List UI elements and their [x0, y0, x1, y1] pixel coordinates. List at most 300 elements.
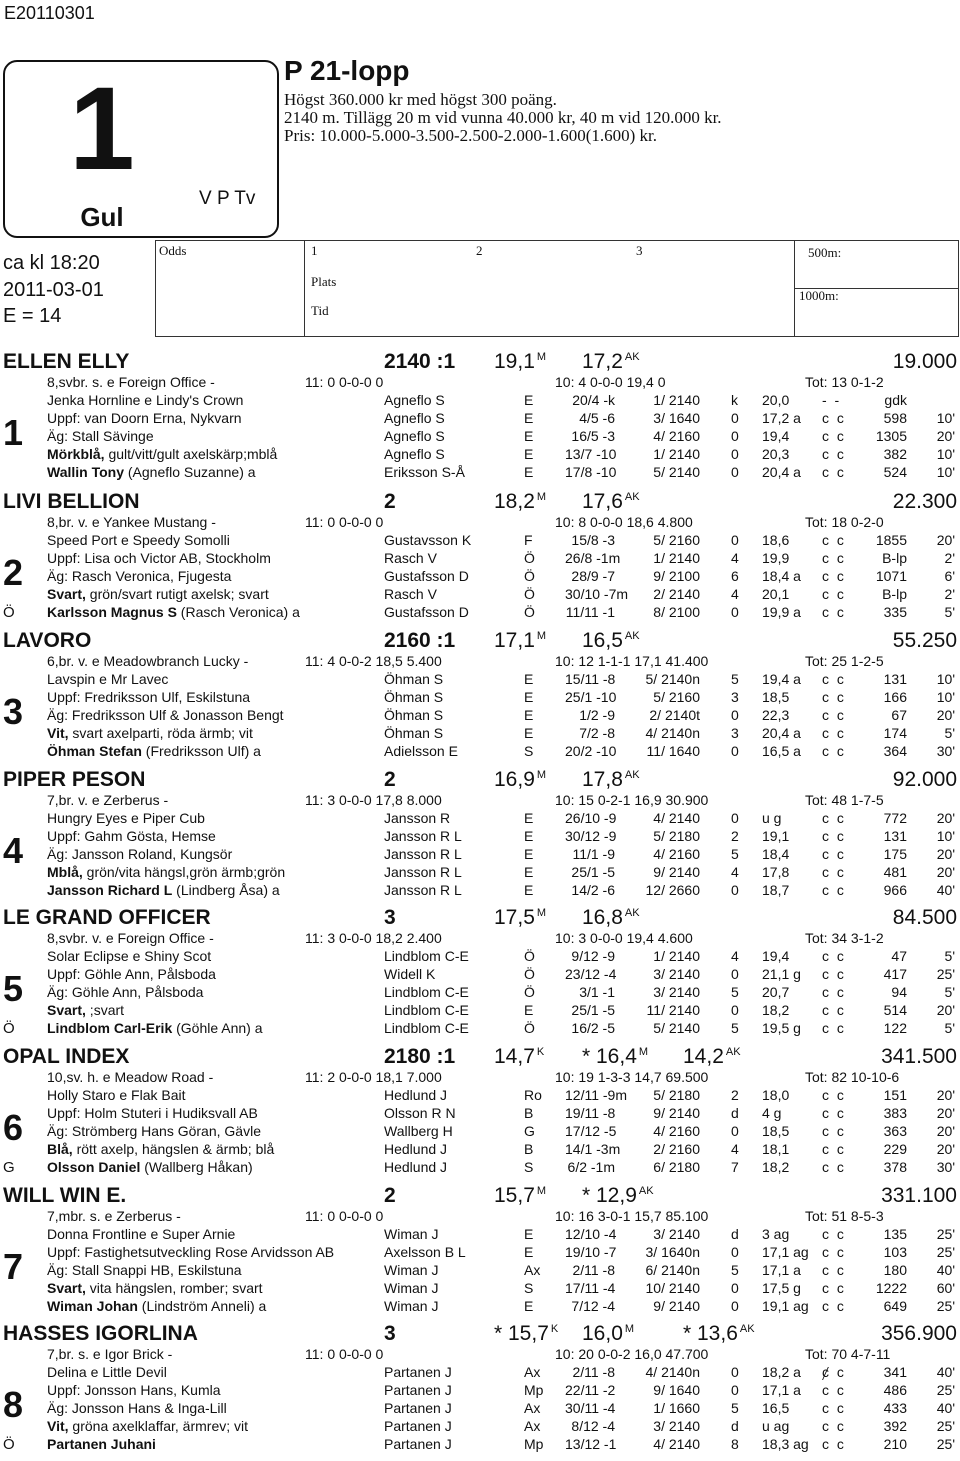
start-track: Ö	[524, 948, 535, 964]
race-date: 2011-03-01	[3, 279, 104, 301]
time-label: Tid	[311, 303, 329, 318]
horse-distance: 2	[384, 768, 396, 791]
start-placing: 5/ 2180	[653, 1087, 700, 1103]
pedigree: 7,br. v. e Zerberus -	[47, 792, 169, 808]
owner-line: Uppf: van Doorn Erna, Nykvarn	[47, 410, 242, 426]
record-1-type: M	[536, 351, 547, 363]
record-2-value: * 12,9	[582, 1184, 637, 1207]
trainer	[47, 743, 261, 759]
start-lane: 0	[731, 810, 739, 826]
silks-detail: grön/vita hängsl,grön ärmb;grön	[82, 864, 286, 880]
shoe-marker: Ö	[3, 604, 15, 621]
record-1	[494, 906, 546, 930]
start-distance: 20'	[936, 1123, 955, 1139]
start-lane: 2	[731, 1087, 739, 1103]
start-driver: Jansson R L	[384, 846, 462, 862]
start-odds: 67	[891, 707, 907, 723]
start-driver: Wiman J	[384, 1298, 439, 1314]
start-placing: 9/ 1640	[653, 1382, 700, 1398]
start-driver: Eriksson S-Å	[384, 464, 465, 480]
start-track: E	[524, 428, 534, 444]
start-odds: 131	[883, 671, 907, 687]
start-date: 11/1 -9	[572, 846, 615, 862]
prize-money: 341.500	[881, 1045, 957, 1068]
trainer-name: Partanen Juhani	[47, 1436, 156, 1452]
start-driver: Jansson R L	[384, 828, 462, 844]
start-odds: 335	[883, 604, 907, 620]
start-lane: 0	[731, 1280, 739, 1296]
owner-line: Uppf: Gahm Gösta, Hemse	[47, 828, 216, 844]
start-odds: 598	[883, 410, 907, 426]
start-date: 25/1 -5	[571, 864, 615, 880]
record-3	[683, 1045, 741, 1069]
start-distance: 20'	[936, 810, 955, 826]
start-shoe-info: c c	[822, 446, 846, 462]
horse-name: LAVORO	[3, 629, 92, 652]
silks-detail: ;svart	[85, 1002, 125, 1018]
start-placing: 3/ 2140	[653, 1226, 700, 1242]
start-driver: Olsson R N	[384, 1105, 456, 1121]
start-time: 18,4	[762, 846, 790, 862]
owner-line: Solar Eclipse e Shiny Scot	[47, 948, 212, 964]
horse-name: PIPER PESON	[3, 768, 146, 791]
start-number: 4	[3, 830, 24, 871]
record-2-type: AK	[624, 630, 640, 642]
start-shoe-info: c c	[822, 864, 846, 880]
start-placing: 10/ 2140	[645, 1280, 700, 1296]
record-1-type: K	[536, 1046, 545, 1058]
start-driver: Hedlund J	[384, 1141, 448, 1157]
start-time: 18,2	[762, 1159, 790, 1175]
start-lane: d	[731, 1418, 739, 1434]
start-lane: 0	[731, 882, 739, 898]
start-placing: 5/ 2140	[653, 1020, 700, 1036]
start-track: E	[524, 810, 534, 826]
record-3-type: AK	[725, 1046, 741, 1058]
start-odds: 103	[883, 1244, 907, 1260]
start-track: S	[524, 743, 534, 759]
start-date: 12/10 -4	[565, 1226, 617, 1242]
start-odds: 383	[883, 1105, 907, 1121]
trainer-note: (Lindberg Åsa) a	[172, 882, 280, 898]
record-1	[494, 1322, 558, 1346]
start-track: E	[524, 464, 534, 480]
start-odds: 131	[883, 828, 907, 844]
start-placing: 5/ 2160	[653, 532, 700, 548]
start-time: 19,9	[762, 550, 790, 566]
start-shoe-info: c c	[822, 1159, 846, 1175]
trainer	[47, 882, 280, 898]
start-distance: 20'	[936, 1105, 955, 1121]
start-lane: 5	[731, 1020, 739, 1036]
start-placing: 4/ 2140	[653, 1436, 700, 1452]
start-distance: 40'	[936, 1262, 955, 1278]
start-date: 20/2 -10	[565, 743, 617, 759]
start-shoe-info: c c	[822, 1400, 846, 1416]
horse-name: WILL WIN E.	[3, 1184, 127, 1207]
horse-name: HASSES IGORLINA	[3, 1322, 198, 1345]
start-driver: Agneflo S	[384, 428, 445, 444]
owner-line: Äg: Strömberg Hans Göran, Gävle	[47, 1123, 261, 1139]
silks-main: Svart,	[47, 586, 86, 602]
start-placing: 1/ 2140	[653, 550, 700, 566]
start-lane: 0	[731, 743, 739, 759]
silks-detail: gult/vitt/gult axelskärp;mblå	[104, 446, 278, 462]
start-track: G	[524, 1123, 535, 1139]
start-date: 11/11 -1	[565, 604, 615, 620]
start-distance: 10'	[936, 410, 955, 426]
start-lane: 5	[731, 1400, 739, 1416]
start-date: 17/11 -4	[565, 1280, 616, 1296]
start-lane: 0	[731, 410, 739, 426]
race-color: Gul	[80, 202, 124, 232]
start-odds: 135	[883, 1226, 907, 1242]
start-shoe-info: c c	[822, 846, 846, 862]
stats-total: Tot: 51 8-5-3	[805, 1208, 884, 1224]
start-date: 15/8 -3	[571, 532, 615, 548]
start-time: 3 ag	[762, 1226, 790, 1242]
record-1	[494, 490, 546, 514]
start-time: 18,0	[762, 1087, 790, 1103]
start-date: 30/12 -9	[565, 828, 617, 844]
start-odds: 210	[883, 1436, 907, 1452]
owner-line: Äg: Jonsson Hans & Inga-Lill	[47, 1400, 227, 1416]
start-date: 19/11 -8	[565, 1105, 616, 1121]
start-distance: 40'	[936, 1364, 955, 1380]
record-1-value: 17,5	[494, 906, 535, 929]
owner-line: Äg: Rasch Veronica, Fjugesta	[47, 568, 232, 584]
record-2-value: * 16,4	[582, 1045, 637, 1068]
record-3-type: AK	[739, 1323, 755, 1335]
500m-label: 500m:	[808, 245, 842, 260]
race-condition-1: Högst 360.000 kr med högst 300 poäng.	[284, 90, 557, 109]
start-date: 22/11 -2	[565, 1382, 616, 1398]
start-shoe-info: c c	[822, 882, 846, 898]
record-2	[582, 1045, 648, 1069]
start-distance: 20'	[936, 846, 955, 862]
start-distance: 20'	[936, 1002, 955, 1018]
start-placing: 6/ 2180	[653, 1159, 700, 1175]
trainer-name: Olsson Daniel	[47, 1159, 141, 1175]
start-shoe-info: c c	[822, 1418, 846, 1434]
start-time: 18,2	[762, 1002, 790, 1018]
start-lane: 0	[731, 532, 739, 548]
stats-total: Tot: 70 4-7-11	[805, 1346, 891, 1362]
start-shoe-info: c c	[822, 428, 846, 444]
record-1	[494, 768, 546, 792]
start-driver: Adielsson E	[384, 743, 458, 759]
start-track: E	[524, 1002, 534, 1018]
record-2	[582, 490, 640, 514]
pedigree: 7,mbr. s. e Zerberus -	[47, 1208, 181, 1224]
start-driver: Öhman S	[384, 725, 444, 741]
race-number: 1	[69, 63, 135, 195]
start-driver: Rasch V	[384, 550, 437, 566]
start-shoe-info: ȼ c	[822, 1364, 846, 1380]
stats-2010: 10: 4 0-0-0 19,4 0	[555, 374, 666, 390]
start-odds: 122	[883, 1020, 907, 1036]
start-time: u ag	[762, 1418, 790, 1434]
start-distance: 40'	[936, 882, 955, 898]
record-2-value: 16,0	[582, 1322, 623, 1345]
start-distance: 2'	[944, 550, 955, 566]
record-1-value: 16,9	[494, 768, 535, 791]
start-time: 18,3 ag	[762, 1436, 809, 1452]
start-lane: 0	[731, 1298, 739, 1314]
start-lane: 0	[731, 1364, 739, 1380]
start-distance: 10'	[936, 671, 955, 687]
silks-detail: svart axelparti, röda ärmb; vit	[68, 725, 253, 741]
start-shoe-info: c c	[822, 532, 846, 548]
record-1-type: M	[536, 1185, 547, 1197]
start-driver: Jansson R	[384, 810, 451, 826]
record-2	[582, 1322, 634, 1346]
start-placing: 9/ 2140	[653, 1105, 700, 1121]
start-date: 4/5 -6	[579, 410, 615, 426]
record-2	[582, 768, 640, 792]
start-driver: Lindblom C-E	[384, 1002, 469, 1018]
shoe-marker: G	[3, 1159, 15, 1176]
start-track: E	[524, 392, 534, 408]
start-driver: Lindblom C-E	[384, 948, 469, 964]
record-1-type: M	[536, 630, 547, 642]
start-driver: Hedlund J	[384, 1087, 448, 1103]
start-track: Ö	[524, 984, 535, 1000]
start-track: E	[524, 707, 534, 723]
start-placing: 5/ 2140n	[645, 671, 700, 687]
start-time: ca kl 18:20	[3, 252, 100, 274]
start-track: E	[524, 1298, 534, 1314]
start-lane: d	[731, 1226, 739, 1242]
stats-2011: 11: 0 0-0-0 0	[305, 514, 384, 530]
start-distance: 10'	[936, 689, 955, 705]
start-shoe-info: c c	[822, 1141, 846, 1157]
start-lane: 5	[731, 846, 739, 862]
place-3-label: 3	[636, 243, 643, 258]
start-shoe-info: c c	[822, 984, 846, 1000]
start-shoe-info: c c	[822, 1244, 846, 1260]
start-shoe-info: c c	[822, 1123, 846, 1139]
owner-line: Speed Port e Speedy Somolli	[47, 532, 230, 548]
pedigree: 7,br. s. e Igor Brick -	[47, 1346, 173, 1362]
start-driver: Gustavsson K	[384, 532, 472, 548]
record-3-value: * 13,6	[683, 1322, 738, 1345]
start-date: 20/4 -k	[572, 392, 615, 408]
record-2-type: M	[624, 1323, 635, 1335]
start-placing: 3/ 1640n	[645, 1244, 700, 1260]
start-placing: 2/ 2160	[653, 1141, 700, 1157]
start-lane: 5	[731, 671, 739, 687]
record-1-value: 15,7	[494, 1184, 535, 1207]
owner-line: Uppf: Jonsson Hans, Kumla	[47, 1382, 221, 1398]
trainer-note: (Wallberg Håkan)	[140, 1159, 253, 1175]
stats-2011: 11: 0 0-0-0 0	[305, 1346, 384, 1362]
record-1-type: M	[536, 491, 547, 503]
start-shoe-info: c c	[822, 586, 846, 602]
race-title: P 21-lopp	[284, 55, 410, 86]
start-lane: d	[731, 1105, 739, 1121]
start-distance: 25'	[936, 966, 955, 982]
start-distance: 20'	[936, 1087, 955, 1103]
start-placing: 5/ 2140	[653, 464, 700, 480]
silks-detail: gröna axelklaffar, ärmrev; vit	[68, 1418, 249, 1434]
start-track: E	[524, 725, 534, 741]
start-lane: 0	[731, 464, 739, 480]
start-date: 7/2 -8	[579, 725, 615, 741]
stats-2011: 11: 0 0-0-0 0	[305, 1208, 384, 1224]
start-driver: Lindblom C-E	[384, 1020, 469, 1036]
owner-line: Delina e Little Devil	[47, 1364, 167, 1380]
start-track: Ö	[524, 568, 535, 584]
start-shoe-info: c c	[822, 1436, 846, 1452]
stats-2010: 10: 16 3-0-1 15,7 85.100	[555, 1208, 709, 1224]
owner-line: Uppf: Holm Stuteri i Hudiksvall AB	[47, 1105, 258, 1121]
start-odds: 649	[883, 1298, 907, 1314]
start-shoe-info: c c	[822, 810, 846, 826]
silks	[47, 446, 277, 462]
start-date: 14/2 -6	[571, 882, 615, 898]
pedigree: 8,svbr. v. e Foreign Office -	[47, 930, 214, 946]
start-driver: Wallberg H	[384, 1123, 453, 1139]
start-odds: 341	[883, 1364, 907, 1380]
start-track: Mp	[524, 1382, 544, 1398]
start-driver: Partanen J	[384, 1418, 452, 1434]
start-date: 13/7 -10	[565, 446, 617, 462]
trainer-name: Wallin Tony	[47, 464, 124, 480]
start-shoe-info: c c	[822, 568, 846, 584]
start-number: 1	[3, 412, 24, 453]
start-time: 20,7	[762, 984, 790, 1000]
trainer-note: (Göhle Ann) a	[172, 1020, 263, 1036]
stats-total: Tot: 34 3-1-2	[805, 930, 884, 946]
prize-money: 356.900	[881, 1322, 957, 1345]
start-odds: 94	[891, 984, 907, 1000]
start-placing: 9/ 2140	[653, 1298, 700, 1314]
start-shoe-info: c c	[822, 550, 846, 566]
start-shoe-info: c c	[822, 410, 846, 426]
start-driver: Agneflo S	[384, 446, 445, 462]
start-date: 8/12 -4	[571, 1418, 615, 1434]
start-track: F	[524, 532, 533, 548]
start-shoe-info: c c	[822, 1002, 846, 1018]
bet-types: V P Tv	[199, 188, 256, 209]
start-date: 17/12 -5	[565, 1123, 617, 1139]
start-shoe-info: c c	[822, 1020, 846, 1036]
record-2-value: 17,2	[582, 350, 623, 373]
record-1	[494, 1045, 544, 1069]
start-driver: Partanen J	[384, 1400, 452, 1416]
start-driver: Wiman J	[384, 1226, 439, 1242]
start-time: 16,5	[762, 1400, 790, 1416]
owner-line: Hungry Eyes e Piper Cub	[47, 810, 205, 826]
start-track: Ö	[524, 966, 535, 982]
start-track: E	[524, 882, 534, 898]
start-track: E	[524, 1244, 534, 1260]
silks-main: Vit,	[47, 725, 69, 741]
start-odds: 174	[883, 725, 907, 741]
silks	[47, 1141, 274, 1157]
start-driver: Jansson R L	[384, 864, 462, 880]
start-driver: Hedlund J	[384, 1159, 448, 1175]
start-date: 30/11 -4	[565, 1400, 616, 1416]
trainer-note: (Agneflo Suzanne) a	[124, 464, 256, 480]
start-date: 26/10 -9	[565, 810, 617, 826]
start-odds: 481	[883, 864, 907, 880]
start-date: 25/1 -10	[565, 689, 617, 705]
race-number-box	[3, 60, 279, 238]
stats-2010: 10: 8 0-0-0 18,6 4.800	[555, 514, 693, 530]
start-distance: 5'	[944, 1020, 955, 1036]
prize-money: 19.000	[892, 350, 957, 373]
start-distance: 25'	[936, 1382, 955, 1398]
start-number: 7	[3, 1246, 24, 1287]
start-number: 6	[3, 1107, 24, 1148]
start-placing: 4/ 2140	[653, 810, 700, 826]
record-1-type: M	[536, 769, 547, 781]
start-lane: 0	[731, 446, 739, 462]
start-odds: 175	[883, 846, 907, 862]
owner-line: Uppf: Fastighetsutveckling Rose Arvidsson AB	[47, 1244, 335, 1260]
start-distance: 30'	[936, 743, 955, 759]
start-shoe-info: c c	[822, 464, 846, 480]
start-distance: 5'	[944, 948, 955, 964]
start-shoe-info: c c	[822, 743, 846, 759]
start-odds: 378	[883, 1159, 907, 1175]
start-odds: 1222	[875, 1280, 907, 1296]
start-odds: 363	[883, 1123, 907, 1139]
record-2-value: 17,6	[582, 490, 623, 513]
start-time: 22,3	[762, 707, 790, 723]
start-shoe-info: c c	[822, 1382, 846, 1398]
start-track: Ö	[524, 550, 535, 566]
start-distance: 5'	[944, 984, 955, 1000]
trainer	[47, 1436, 156, 1452]
start-lane: 4	[731, 948, 739, 964]
start-odds: 486	[883, 1382, 907, 1398]
start-driver: Agneflo S	[384, 392, 445, 408]
start-odds: 229	[883, 1141, 907, 1157]
start-date: 14/1 -3m	[565, 1141, 621, 1157]
start-lane: 0	[731, 1244, 739, 1260]
start-shoe-info: c c	[822, 671, 846, 687]
record-1-value: 14,7	[494, 1045, 535, 1068]
document-code: E20110301	[4, 3, 95, 23]
start-time: 19,1	[762, 828, 790, 844]
horse-distance: 2	[384, 490, 396, 513]
start-placing: 4/ 2160	[653, 428, 700, 444]
record-1-value: * 15,7	[494, 1322, 549, 1345]
start-lane: 0	[731, 1382, 739, 1398]
prize-money: 84.500	[892, 906, 957, 929]
record-1-type: K	[550, 1323, 559, 1335]
horse-distance: 2	[384, 1184, 396, 1207]
start-time: 20,3	[762, 446, 790, 462]
start-placing: 9/ 2140	[653, 864, 700, 880]
race-prizes: Pris: 10.000-5.000-3.500-2.500-2.000-1.600(1.600) kr.	[284, 126, 658, 145]
start-time: 18,6	[762, 532, 790, 548]
silks-main: Vit,	[47, 1418, 69, 1434]
start-time: 18,2 a	[762, 1364, 801, 1380]
silks-detail: vita hängslen, romber; svart	[85, 1280, 263, 1296]
owner-line: Äg: Jansson Roland, Kungsör	[47, 846, 233, 862]
start-date: 30/10 -7m	[565, 586, 629, 602]
horse-name: ELLEN ELLY	[3, 350, 130, 373]
stats-total: Tot: 13 0-1-2	[805, 374, 884, 390]
start-distance: 20'	[936, 1141, 955, 1157]
start-date: 15/11 -8	[565, 671, 616, 687]
start-time: u g	[762, 810, 782, 826]
start-time: 17,8	[762, 864, 790, 880]
